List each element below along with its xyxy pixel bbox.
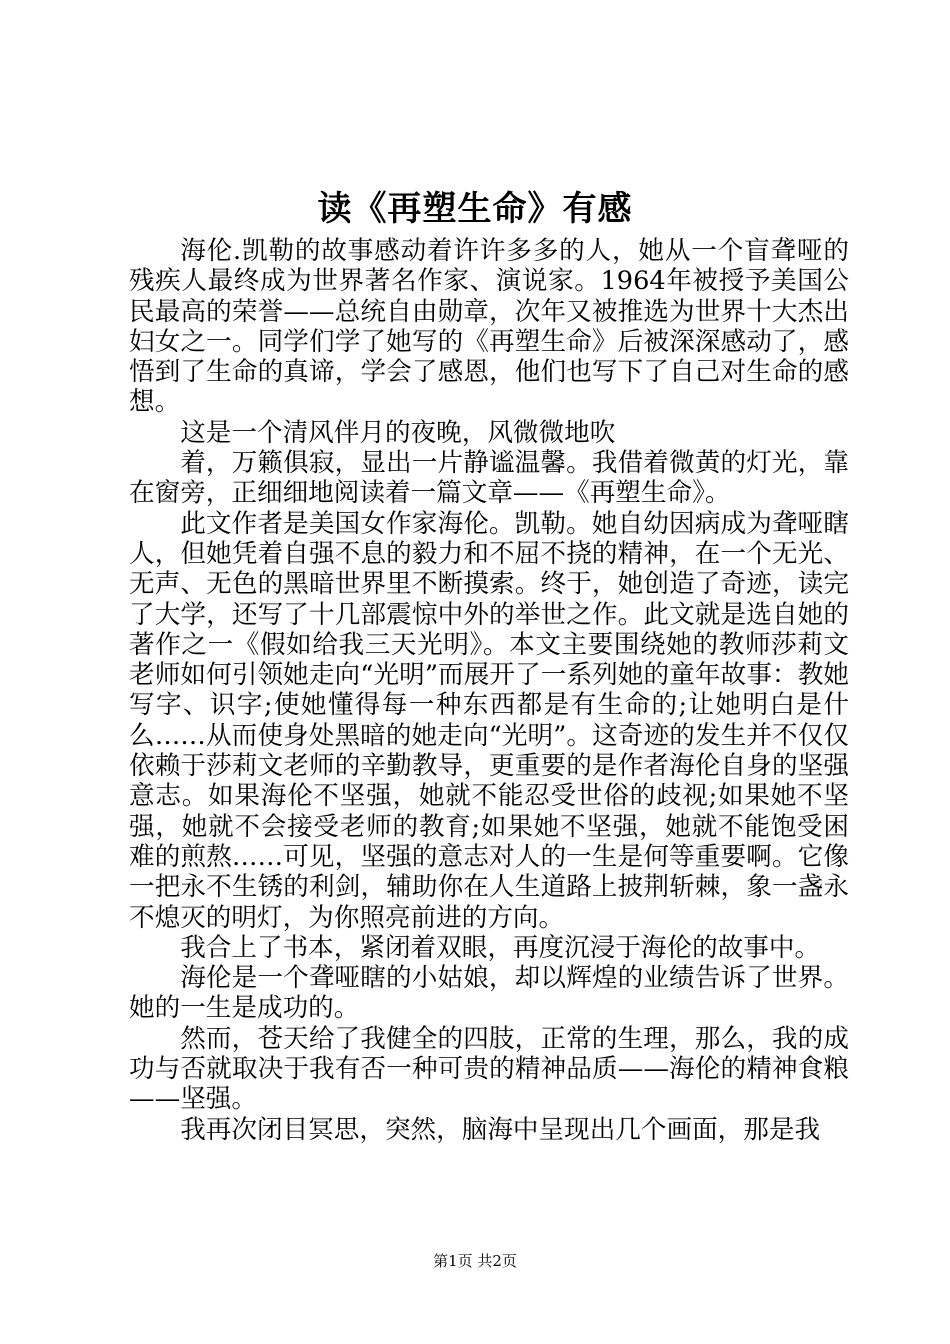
document-body (129, 236, 849, 1145)
paragraph-helen-success: 海伦是一个聋哑瞎的小姑娘，却以辉煌的业绩告诉了世界。她的一生是成功的。 (129, 963, 849, 1024)
paragraph-evening-start: 这是一个清风伴月的夜晚，风微微地吹 (180, 417, 616, 448)
paragraph-author-story: 此文作者是美国女作家海伦。凯勒。她自幼因病成为聋哑瞎人，但她凭着自强不息的毅力和不屈不挠的精神，在一个无光、无声、无色的黑暗世界里不断摸索。终于，她创造了奇迹，读完了大学，还写了十几部震惊中外的举世之作。此文就是选自她的著作之一《假如给我三天光明》。本文主要围绕她的教师莎莉文老师如何引领她走向“光明”而展开了一系列她的童年故事：教她写字、识字;使她懂得每一种东西都是有生命的;让她明白是什么……从而使身处黑暗的她走向“光明”。这奇迹的发生并不仅仅依赖于莎莉文老师的辛勤教导，更重要的是作者海伦自身的坚强意志。如果海伦不坚强，她就不能忍受世俗的歧视;如果她不坚强，她就不会接受老师的教育;如果她不坚强，她就不能饱受困难的煎熬……可见，坚强的意志对人的一生是何等重要啊。它像一把永不生锈的利剑，辅助你在人生道路上披荆斩棘，象一盏永不熄灭的明灯，为你照亮前进的方向。 (129, 508, 849, 933)
paragraph-reflection: 我再次闭目冥思，突然，脑海中呈现出几个画面，那是我 (180, 1114, 821, 1145)
paragraph-close-book: 我合上了书本，紧闭着双眼，再度沉浸于海伦的故事中。 (180, 932, 821, 963)
paragraph-my-success: 然而，苍天给了我健全的四肢，正常的生理，那么，我的成功与否就取决于我有否一种可贵的精神品质——海伦的精神食粮——坚强。 (129, 1023, 849, 1115)
page-title: 读《再塑生命》有感 (317, 189, 633, 229)
page-number: 第1页 共2页 (433, 1252, 517, 1270)
paragraph-intro: 海伦.凯勒的故事感动着许许多多的人，她从一个盲聋哑的残疾人最终成为世界著名作家、演说家。1964年被授予美国公民最高的荣誉——总统自由勋章，次年又被推选为世界十大杰出妇女之一。同学们学了她写的《再塑生命》后被深深感动了，感悟到了生命的真谛，学会了感恩，他们也写下了自己对生命的感想。 (129, 236, 849, 418)
paragraph-evening-continued: 着，万籁俱寂，显出一片静谧温馨。我借着微黄的灯光，靠在窗旁，正细细地阅读着一篇文章——《再塑生命》。 (129, 448, 849, 509)
